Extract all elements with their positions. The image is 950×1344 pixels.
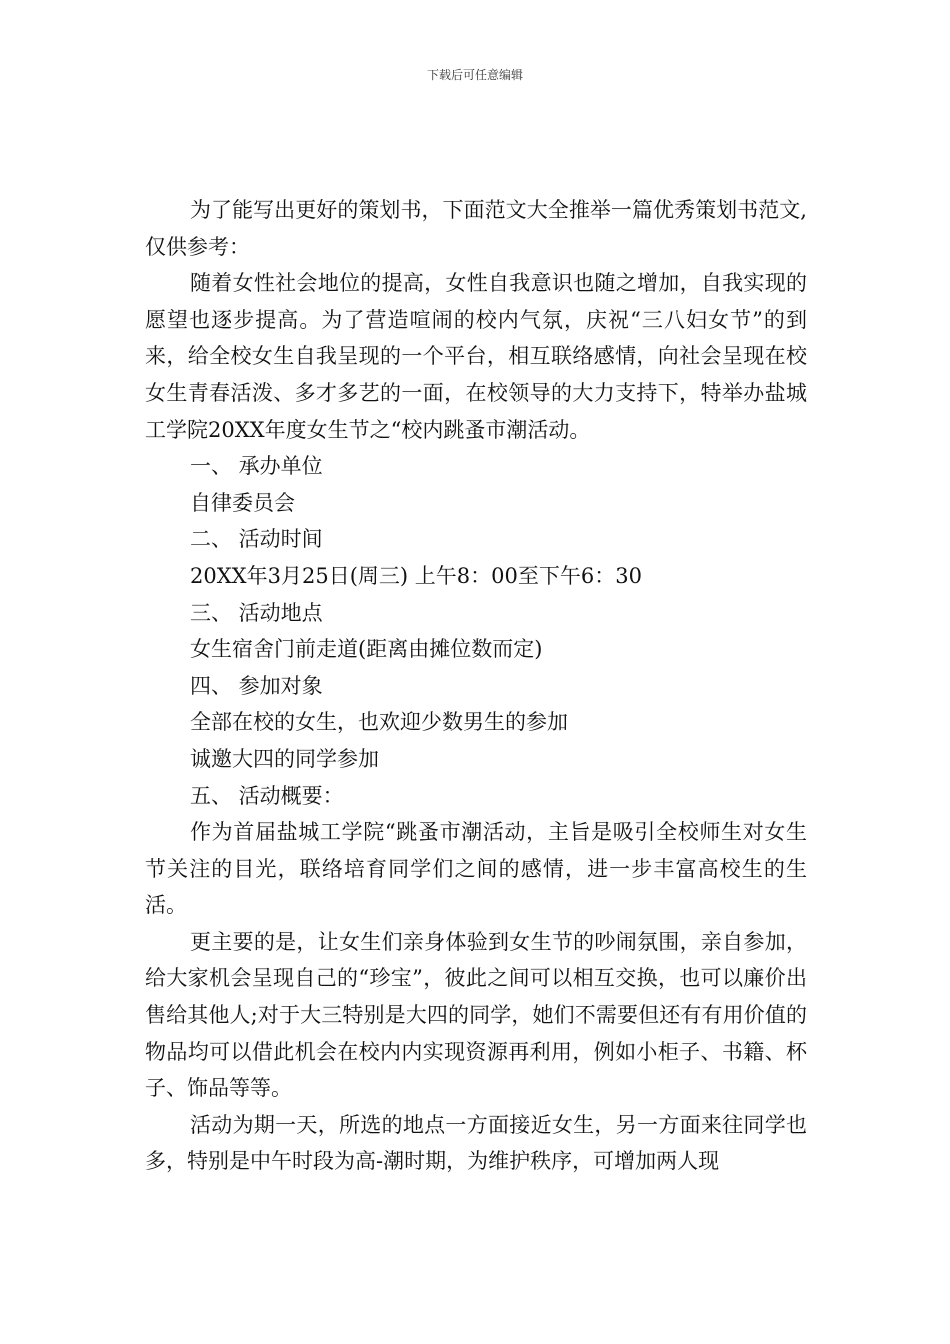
overview-paragraph-2: 更主要的是，让女生们亲身体验到女生节的吵闹氛围，亲自参加，给大家机会呈现自己的“珍宝”，彼此之间可以相互交换，也可以廉价出售给其他人;对于大三特别是大四的同学，她们不需要但还有有用价值的物品均可以借此机会在校内内实现资源再利用，例如小柜子、书籍、杯子、饰品等等。 <box>145 929 807 1101</box>
background-paragraph: 随着女性社会地位的提高，女性自我意识也随之增加，自我实现的愿望也逐步提高。为了营造喧闹的校内气氛，庆祝“三八妇女节”的到来，给全校女生自我呈现的一个平台，相互联络感情，向社会呈现在校女生青春活泼、多才多艺的一面，在校领导的大力支持下，特举办盐城工学院20XX年度女生节之“校内跳蚤市潮活动。 <box>145 271 807 442</box>
location-value: 女生宿舍门前走道(距离由摊位数而定) <box>190 637 543 662</box>
page-header-note: 下载后可任意编辑 <box>426 68 523 82</box>
document-body <box>145 192 807 1180</box>
participants-value-2: 诚邀大四的同学参加 <box>190 746 379 771</box>
section-heading-location: 三、 活动地点 <box>190 600 323 625</box>
organizer-value: 自律委员会 <box>190 490 295 515</box>
overview-paragraph-1: 作为首届盐城工学院“跳蚤市潮活动，主旨是吸引全校师生对女生节关注的目光，联络培育同学们之间的感情，进一步丰富高校生的生活。 <box>145 820 807 918</box>
section-heading-organizer: 一、 承办单位 <box>190 454 323 479</box>
intro-paragraph: 为了能写出更好的策划书，下面范文大全推举一篇优秀策划书范文,仅供参考： <box>145 198 807 259</box>
section-heading-time: 二、 活动时间 <box>190 527 323 552</box>
participants-value-1: 全部在校的女生，也欢迎少数男生的参加 <box>190 710 568 735</box>
section-heading-overview: 五、 活动概要： <box>190 783 344 808</box>
time-value: 20XX年3月25日(周三) 上午8：00至下午6：30 <box>190 563 642 588</box>
overview-paragraph-3: 活动为期一天，所选的地点一方面接近女生，另一方面来往同学也多，特别是中午时段为高-潮时期，为维护秩序，可增加两人现 <box>145 1112 807 1174</box>
section-heading-participants: 四、 参加对象 <box>190 673 323 698</box>
